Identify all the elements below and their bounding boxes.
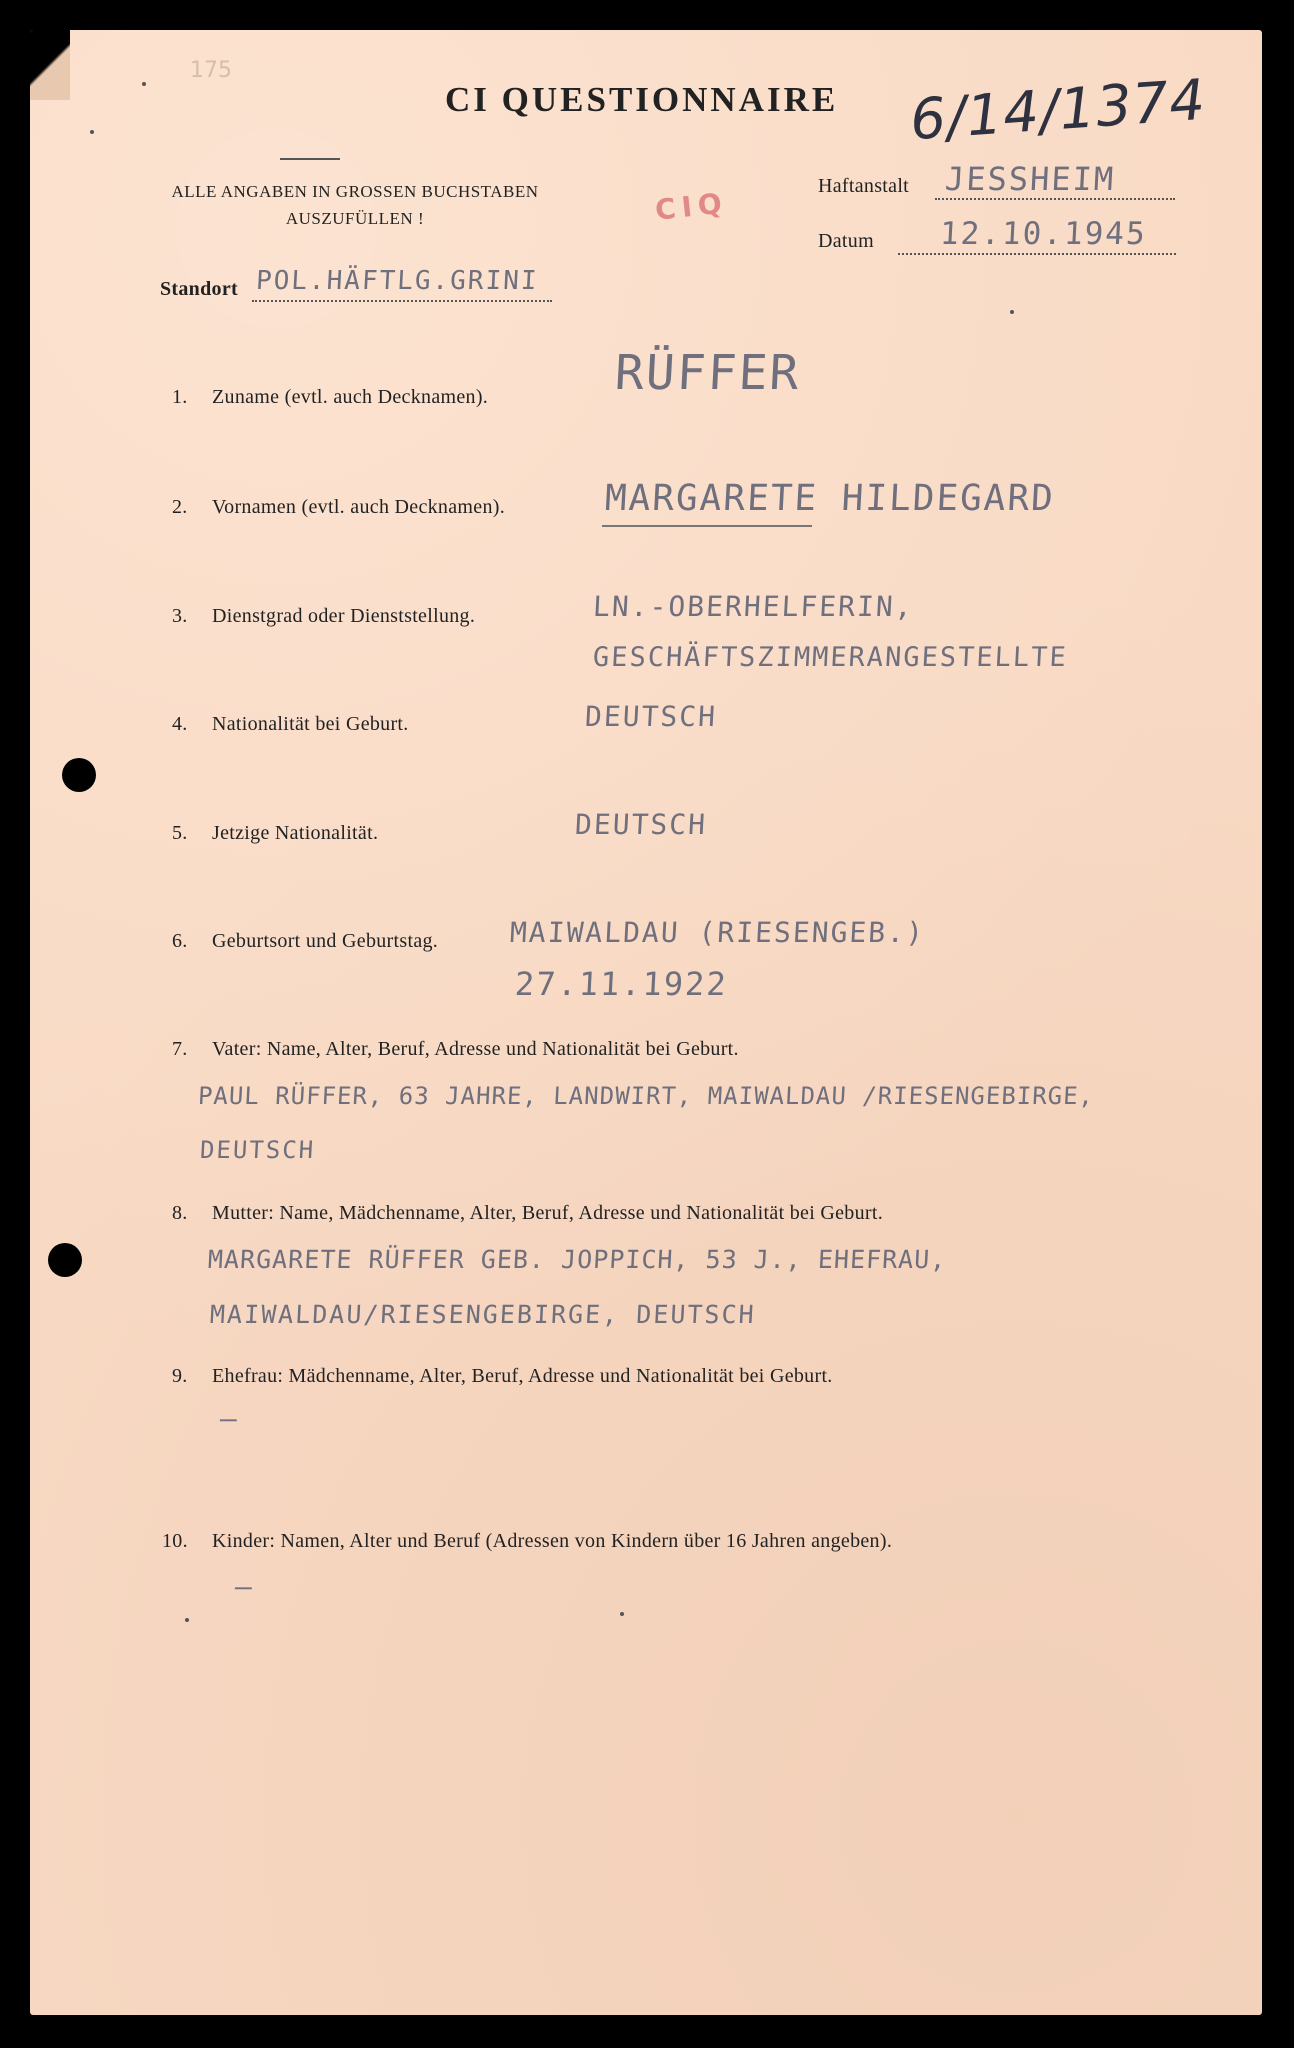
standort-value: POL.HÄFTLG.GRINI bbox=[255, 266, 540, 296]
question-2-label: Vornamen (evtl. auch Decknamen). bbox=[212, 496, 506, 518]
question-4-answer: DEUTSCH bbox=[584, 700, 718, 733]
speck bbox=[90, 130, 94, 134]
file-number: 6/14/1374 bbox=[908, 67, 1209, 154]
question-5-number: 5. bbox=[172, 822, 188, 844]
speck bbox=[185, 1618, 189, 1622]
question-7-answer-line-2: DEUTSCH bbox=[199, 1136, 316, 1164]
haftanstalt-dotted-line bbox=[935, 198, 1175, 200]
instruction-line-2: AUSZUFÜLLEN ! bbox=[285, 209, 425, 228]
standort-dotted-line bbox=[252, 300, 552, 302]
ciq-stamp: CIQ bbox=[653, 186, 730, 227]
haftanstalt-label: Haftanstalt bbox=[818, 175, 910, 197]
question-2-number: 2. bbox=[172, 496, 188, 518]
question-6-label: Geburtsort und Geburtstag. bbox=[212, 930, 439, 952]
datum-dotted-line bbox=[898, 253, 1176, 255]
question-5-answer: DEUTSCH bbox=[574, 808, 708, 841]
speck bbox=[142, 82, 146, 86]
datum-value: 12.10.1945 bbox=[939, 216, 1148, 252]
page-title: CI QUESTIONNAIRE bbox=[445, 80, 839, 119]
punch-hole bbox=[48, 1243, 82, 1277]
questionnaire-page bbox=[30, 30, 1262, 2015]
question-1-answer: RÜFFER bbox=[613, 345, 802, 401]
question-6-answer-line-2: 27.11.1922 bbox=[514, 965, 729, 1003]
speck bbox=[1010, 310, 1014, 314]
question-6-number: 6. bbox=[172, 930, 188, 952]
instruction-line-1: ALLE ANGABEN IN GROSSEN BUCHSTABEN bbox=[171, 182, 539, 201]
question-3-number: 3. bbox=[172, 605, 188, 627]
question-10-label: Kinder: Namen, Alter und Beruf (Adressen von Kindern über 16 Jahren angeben). bbox=[212, 1530, 893, 1552]
question-7-answer-line-1: PAUL RÜFFER, 63 JAHRE, LANDWIRT, MAIWALDAU /RIESENGEBIRGE, bbox=[197, 1082, 1095, 1110]
question-9-number: 9. bbox=[172, 1365, 188, 1387]
question-10-number: 10. bbox=[162, 1530, 188, 1552]
question-9-label: Ehefrau: Mädchenname, Alter, Beruf, Adresse und Nationalität bei Geburt. bbox=[212, 1365, 833, 1387]
speck bbox=[620, 1612, 624, 1616]
question-10-answer: – bbox=[234, 1570, 255, 1603]
question-8-answer-line-1: MARGARETE RÜFFER GEB. JOPPICH, 53 J., EHEFRAU, bbox=[207, 1245, 948, 1274]
question-2-answer: MARGARETE HILDEGARD bbox=[603, 478, 1056, 519]
datum-label: Datum bbox=[818, 230, 874, 252]
instruction-text bbox=[150, 178, 560, 232]
folded-corner bbox=[30, 30, 70, 100]
standort-label: Standort bbox=[160, 278, 238, 300]
question-3-label: Dienstgrad oder Dienststellung. bbox=[212, 605, 476, 627]
punch-hole bbox=[62, 758, 96, 792]
question-3-answer-line-1: LN.-OBERHELFERIN, bbox=[592, 590, 915, 623]
question-4-label: Nationalität bei Geburt. bbox=[212, 713, 409, 735]
question-8-label: Mutter: Name, Mädchenname, Alter, Beruf, Adresse und Nationalität bei Geburt. bbox=[212, 1202, 883, 1224]
question-6-answer-line-1: MAIWALDAU (RIESENGEB.) bbox=[509, 916, 926, 949]
question-3-answer-line-2: GESCHÄFTSZIMMERANGESTELLTE bbox=[592, 642, 1069, 673]
question-2-underline bbox=[602, 525, 812, 527]
question-1-number: 1. bbox=[172, 386, 188, 408]
haftanstalt-value: JESSHEIM bbox=[944, 160, 1117, 198]
corner-number: 175 bbox=[190, 58, 232, 83]
question-5-label: Jetzige Nationalität. bbox=[212, 822, 379, 844]
question-8-answer-line-2: MAIWALDAU/RIESENGEBIRGE, DEUTSCH bbox=[209, 1300, 757, 1329]
question-9-answer: – bbox=[219, 1402, 240, 1435]
speck bbox=[280, 158, 340, 160]
question-1-label: Zuname (evtl. auch Decknamen). bbox=[212, 386, 489, 408]
question-7-label: Vater: Name, Alter, Beruf, Adresse und Nationalität bei Geburt. bbox=[212, 1038, 739, 1060]
question-7-number: 7. bbox=[172, 1038, 188, 1060]
question-4-number: 4. bbox=[172, 713, 188, 735]
question-8-number: 8. bbox=[172, 1202, 188, 1224]
